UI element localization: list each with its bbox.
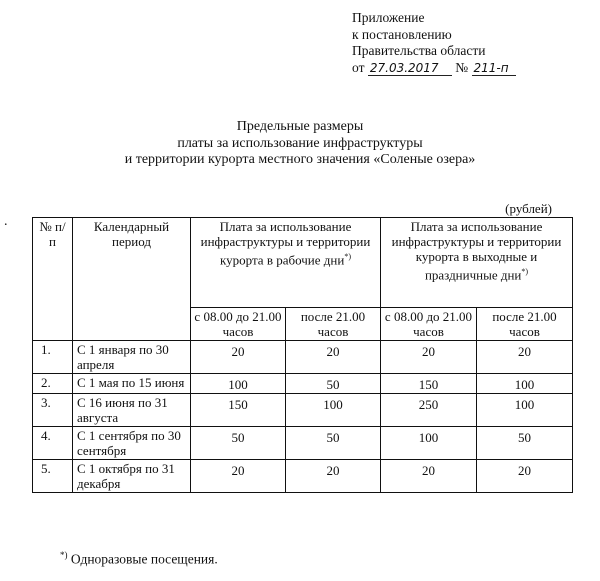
footnote-mark: *) (521, 267, 529, 276)
row-weekend-day: 150 (381, 374, 477, 394)
row-weekend-day: 20 (381, 341, 477, 374)
row-period: С 1 января по 30 апреля (73, 341, 191, 374)
header-weekend (381, 218, 573, 308)
unit-label: (рублей) (505, 201, 552, 216)
header-period: Календарный период (73, 218, 191, 341)
title-line-1: Предельные размеры (236, 119, 364, 134)
row-weekend-after: 20 (477, 341, 573, 374)
row-number: 2. (33, 374, 73, 394)
row-number: 3. (33, 394, 73, 427)
handwritten-number: 211-п (472, 61, 516, 76)
footnote-text: Одноразовые посещения. (70, 551, 218, 567)
row-period: С 1 октября по 31 декабря (73, 460, 191, 493)
date-prefix: от (352, 59, 365, 75)
row-weekend-after: 20 (477, 460, 573, 493)
row-weekday-day: 100 (191, 374, 286, 394)
table-row (33, 427, 573, 460)
subheader-weekend-after: после 21.00 часов (477, 308, 573, 341)
subheader-weekday-after: после 21.00 часов (286, 308, 381, 341)
title-line-2: платы за использование инфраструктуры (177, 135, 423, 151)
table-header-row (33, 218, 573, 308)
table-row (33, 394, 573, 427)
appendix-line-4 (352, 60, 516, 77)
footnote (60, 550, 218, 568)
row-weekend-after: 100 (477, 374, 573, 394)
header-number: № п/п (33, 218, 73, 341)
row-weekend-day: 100 (381, 427, 477, 460)
row-weekend-after: 100 (477, 394, 573, 427)
row-weekday-after: 100 (286, 394, 381, 427)
appendix-line-3: Правительства области (352, 43, 486, 58)
fees-table (32, 217, 573, 493)
row-weekend-day: 20 (381, 460, 477, 493)
header-weekday (191, 218, 381, 308)
appendix-block (352, 10, 516, 76)
row-weekday-after: 20 (286, 460, 381, 493)
row-weekday-day: 20 (191, 341, 286, 374)
table-row (33, 374, 573, 394)
row-weekend-day: 250 (381, 394, 477, 427)
document-title (0, 119, 600, 169)
footnote-mark: *) (344, 252, 351, 261)
row-number: 5. (33, 460, 73, 493)
number-prefix: № (455, 59, 469, 75)
header-weekend-text: Плата за использование инфраструктуры и территории курорта в выходные и праздничные дни (391, 219, 562, 283)
row-number: 4. (33, 427, 73, 460)
table-row (33, 460, 573, 493)
row-number: 1. (33, 341, 73, 374)
handwritten-date: 27.03.2017 (368, 61, 452, 76)
row-period: С 1 мая по 15 июня (73, 374, 191, 394)
header-weekday-text: Плата за использование инфраструктуры и территории курорта в рабочие дни (200, 219, 371, 268)
row-weekday-day: 50 (191, 427, 286, 460)
row-weekday-after: 20 (286, 341, 381, 374)
subheader-weekday-day: с 08.00 до 21.00 часов (191, 308, 286, 341)
row-period: С 1 сентября по 30 сентября (73, 427, 191, 460)
margin-dot: . (4, 214, 8, 229)
row-weekday-day: 150 (191, 394, 286, 427)
appendix-line-2: к постановлению (352, 26, 452, 42)
title-line-3: и территории курорта местного значения «Соленые озера» (124, 152, 476, 167)
subheader-weekend-day: с 08.00 до 21.00 часов (381, 308, 477, 341)
footnote-symbol: *) (60, 550, 68, 560)
appendix-line-1: Приложение (352, 10, 425, 25)
row-period: С 16 июня по 31 августа (73, 394, 191, 427)
row-weekday-day: 20 (191, 460, 286, 493)
row-weekend-after: 50 (477, 427, 573, 460)
row-weekday-after: 50 (286, 374, 381, 394)
row-weekday-after: 50 (286, 427, 381, 460)
table-row (33, 341, 573, 374)
